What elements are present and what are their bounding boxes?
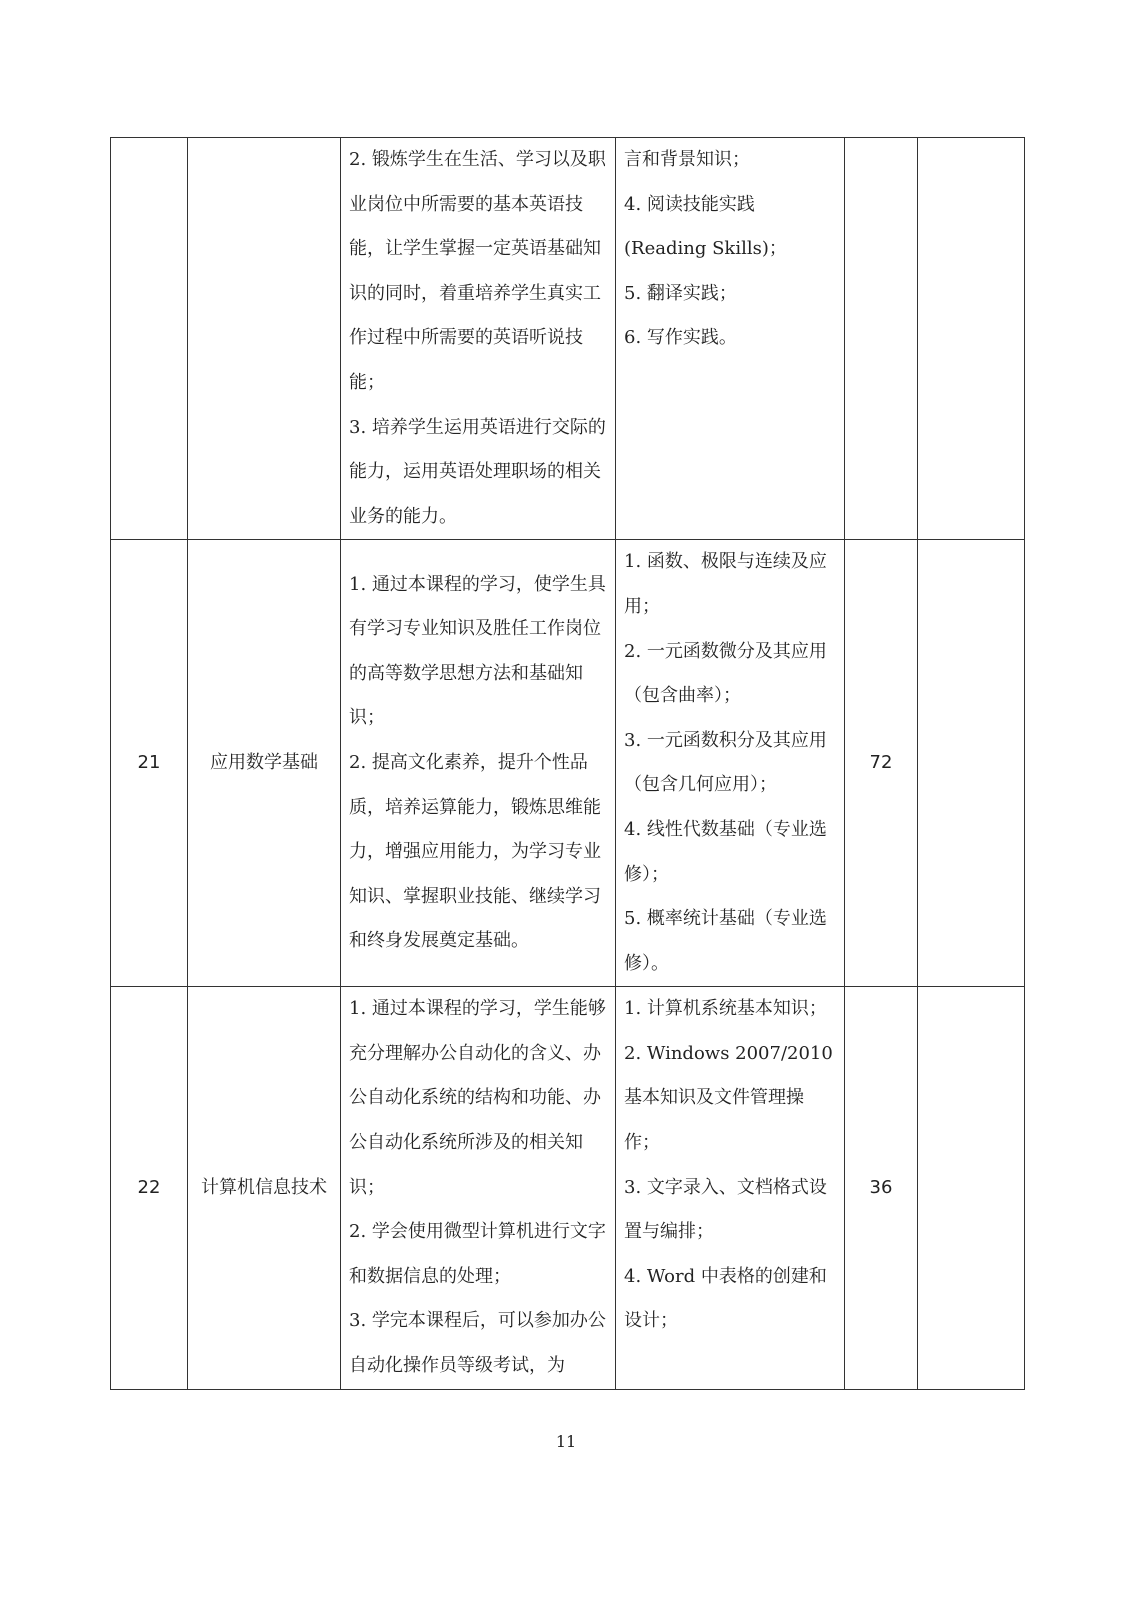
table-row [111, 987, 1025, 1389]
course-hours-cell [845, 138, 918, 540]
course-table [110, 137, 1025, 1390]
objective-item: 3. 学完本课程后，可以参加办公自动化操作员等级考试，为 [349, 1310, 606, 1377]
content-item: 1. 函数、极限与连续及应用； [624, 551, 827, 617]
course-content-cell [616, 987, 845, 1389]
course-note-cell [918, 987, 1025, 1389]
content-item: 2. 一元函数微分及其应用（包含曲率）； [624, 640, 827, 707]
content-item: 4. 阅读技能实践(Reading Skills)； [624, 193, 787, 260]
content-item: 4. Word 中表格的创建和设计； [624, 1265, 827, 1332]
table-row [111, 138, 1025, 540]
objective-item: 1. 通过本课程的学习，学生能够充分理解办公自动化的含义、办公自动化系统的结构和功能、办公自动化系统所涉及的相关知识； [349, 998, 606, 1198]
course-objectives-cell [341, 987, 616, 1389]
course-hours-cell: 72 [845, 540, 918, 987]
content-item: 5. 翻译实践； [624, 282, 737, 304]
course-hours-cell: 36 [845, 987, 918, 1389]
course-number-cell [111, 138, 188, 540]
content-item: 2. Windows 2007/2010基本知识及文件管理操作； [624, 1042, 833, 1154]
content-item: 言和背景知识； [624, 149, 750, 170]
objective-item: 1. 通过本课程的学习，使学生具有学习专业知识及胜任工作岗位的高等数学思想方法和基础知识； [349, 573, 606, 729]
course-number-cell: 22 [111, 987, 188, 1389]
content-item: 3. 文字录入、文档格式设置与编排； [624, 1176, 827, 1243]
course-objectives-cell [341, 540, 616, 987]
course-name-cell [188, 138, 341, 540]
course-name-cell: 计算机信息技术 [188, 987, 341, 1389]
objective-item: 3. 培养学生运用英语进行交际的能力，运用英语处理职场的相关业务的能力。 [349, 416, 606, 527]
course-note-cell [918, 540, 1025, 987]
content-item: 6. 写作实践。 [624, 327, 737, 349]
course-name-cell: 应用数学基础 [188, 540, 341, 987]
content-item: 1. 计算机系统基本知识； [624, 998, 827, 1020]
content-item: 3. 一元函数积分及其应用（包含几何应用）； [624, 729, 827, 796]
course-note-cell [918, 138, 1025, 540]
course-content-cell [616, 138, 845, 540]
course-number-cell: 21 [111, 540, 188, 987]
table-row [111, 540, 1025, 987]
objective-item: 2. 锻炼学生在生活、学习以及职业岗位中所需要的基本英语技能，让学生掌握一定英语基础知识的同时，着重培养学生真实工作过程中所需要的英语听说技能； [349, 149, 606, 393]
course-objectives-cell [341, 138, 616, 540]
objective-item: 2. 学会使用微型计算机进行文字和数据信息的处理； [349, 1221, 606, 1287]
content-item: 5. 概率统计基础（专业选修）。 [624, 908, 827, 974]
objective-item: 2. 提高文化素养，提升个性品质，培养运算能力，锻炼思维能力，增强应用能力，为学习专业知识、掌握职业技能、继续学习和终身发展奠定基础。 [349, 752, 601, 952]
content-item: 4. 线性代数基础（专业选修）； [624, 818, 827, 885]
course-content-cell [616, 540, 845, 987]
page-number: 11 [555, 1432, 577, 1451]
